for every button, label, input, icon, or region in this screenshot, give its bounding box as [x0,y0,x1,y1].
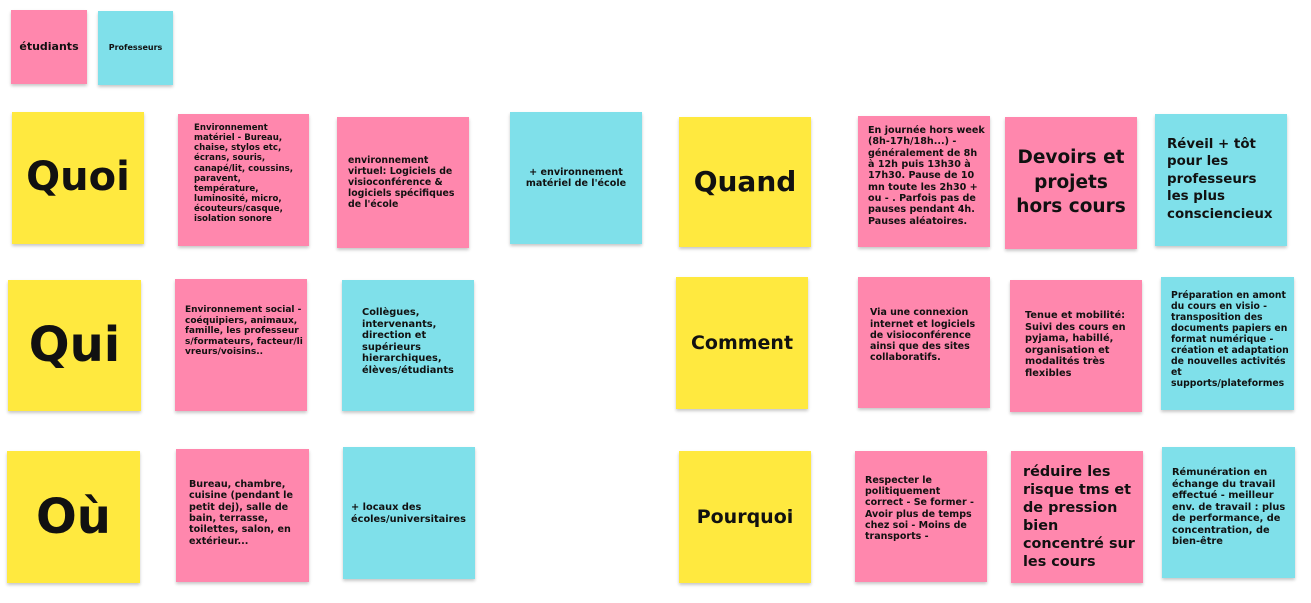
legend-teachers-label: Professeurs [108,43,163,53]
comment-heading: Comment [690,331,794,354]
pourquoi-heading: Pourquoi [696,505,794,528]
ou-student-note-1[interactable] [176,449,309,582]
pourquoi-student-text-2: réduire les risque tms et de pression bien concentré sur les cours [1023,464,1135,570]
comment-student-text-1: Via une connexion internet et logiciels de visioconférence ainsi que des sites collaboratifs. [870,307,976,364]
quoi-student-note-1[interactable] [178,114,309,246]
quoi-teacher-text-1: + environnement matériel de l'école [525,166,627,189]
quand-heading: Quand [693,165,797,199]
legend-students-label: étudiants [19,39,79,53]
comment-teacher-text-1: Préparation en amont du cours en visio - transposition des documents papiers en format numérique - création et adaptation de nouvelles activités et supports/plateformes [1171,290,1289,389]
quand-student-note-1[interactable] [858,116,990,247]
pourquoi-student-note-1[interactable] [855,451,987,582]
quand-teacher-note-1[interactable] [1155,114,1287,246]
qui-student-text-1: Environnement social - coéquipiers, animaux, famille, les professeurs/formateurs, facteur/livreurs/voisins.. [185,305,303,358]
comment-student-note-2[interactable] [1010,280,1142,412]
pourquoi-student-note-2[interactable] [1011,451,1143,583]
comment-student-text-2: Tenue et mobilité: Suivi des cours en pyjama, habillé, organisation et modalités très flexibles [1025,310,1126,379]
quand-student-text-1: En journée hors week (8h-17h/18h...) - généralement de 8h à 12h puis 13h30 à 17h30. Pause de 10 mn toute les 2h30 + ou - . Parfois pas de pauses pendant 4h. Pauses aléatoires. [868,125,985,227]
qui-teacher-note-1[interactable] [342,280,474,411]
ou-heading: Où [36,488,111,545]
pourquoi-heading-note[interactable] [679,451,811,583]
qui-heading: Qui [28,317,121,374]
quand-teacher-text-1: Réveil + tôt pour les professeurs les plus consciencieux [1167,137,1273,222]
comment-student-note-1[interactable] [858,277,990,408]
comment-heading-note[interactable] [676,277,808,409]
quoi-student-text-2: environnement virtuel: Logiciels de visioconférence & logiciels spécifiques de l'école [348,154,455,211]
quoi-teacher-note-1[interactable] [510,112,642,244]
comment-teacher-note-1[interactable] [1161,277,1294,410]
quand-heading-note[interactable] [679,117,811,247]
ou-teacher-note-1[interactable] [343,447,475,579]
quoi-heading-note[interactable] [12,112,144,244]
quoi-student-note-2[interactable] [337,117,469,248]
qui-student-note-1[interactable] [175,279,307,411]
ou-heading-note[interactable] [7,451,140,583]
pourquoi-teacher-note-1[interactable] [1162,447,1295,578]
legend-teachers-note[interactable] [98,11,173,85]
pourquoi-teacher-text-1: Rémunération en échange du travail effectué - meilleur env. de travail : plus de performance, de concentration, de bien-être [1172,467,1286,548]
ou-teacher-text-1: + locaux des écoles/universitaires [351,502,466,525]
quoi-heading: Quoi [26,154,130,201]
quand-student-note-2[interactable] [1005,117,1137,249]
quoi-student-text-1: Environnement matériel - Bureau, chaise, stylos etc, écrans, souris, canapé/lit, coussins, paravent, température, luminosité, micro, écouteurs/casque, isolation sonore [194,123,293,225]
qui-teacher-text-1: Collègues, intervenants, direction et supérieurs hierarchiques, élèves/étudiants [362,307,454,376]
pourquoi-student-text-1: Respecter le politiquement correct - Se former - Avoir plus de temps chez soi - Moins de transports - [865,474,974,542]
legend-students-note[interactable] [11,10,87,84]
ou-student-text-1: Bureau, chambre, cuisine (pendant le petit dej), salle de bain, terrasse, toilettes, salon, en extérieur... [189,479,293,547]
quand-student-text-2: Devoirs et projets hors cours [1016,147,1126,218]
qui-heading-note[interactable] [8,280,141,411]
